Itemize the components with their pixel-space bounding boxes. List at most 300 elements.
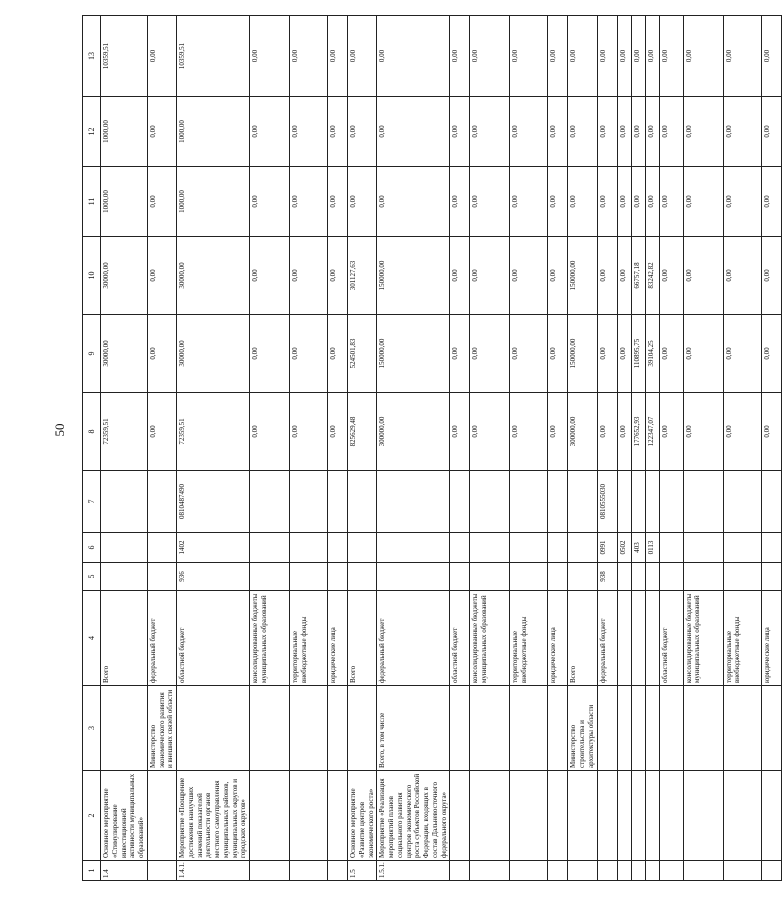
table-cell — [250, 563, 290, 591]
table-cell: Министерство строительства и архитектуры области — [568, 686, 597, 771]
table-cell: 0,00 — [568, 167, 597, 237]
table-cell: 150000,00 — [377, 315, 450, 393]
table-cell — [597, 686, 617, 771]
table-cell: Основное мероприятие «Развитие центров экономического роста» — [348, 771, 377, 861]
table-cell — [470, 686, 510, 771]
table-row — [761, 16, 781, 881]
table-cell: областной бюджет — [177, 591, 250, 686]
table-cell: 0,00 — [548, 97, 568, 167]
table-cell — [617, 771, 631, 861]
table-cell: 0,00 — [147, 237, 176, 315]
table-cell: юридические лица — [328, 591, 348, 686]
table-row — [348, 16, 377, 881]
table-cell: консолидированные бюджеты муниципальных образований — [683, 591, 723, 686]
table-row — [568, 16, 597, 881]
table-cell: 0,00 — [147, 315, 176, 393]
table-cell: 300000,00 — [377, 393, 450, 471]
table-cell: 0,00 — [659, 315, 683, 393]
rotated-page — [82, 16, 771, 881]
table-cell: 0,00 — [631, 16, 645, 97]
table-cell: 0,00 — [761, 315, 781, 393]
table-cell — [631, 471, 645, 533]
table-cell — [290, 563, 328, 591]
table-cell: 0,00 — [597, 97, 617, 167]
table-cell — [450, 533, 470, 563]
table-cell — [568, 861, 597, 881]
table-cell: 0,00 — [631, 167, 645, 237]
table-cell: 1.4 — [101, 861, 148, 881]
table-cell — [348, 686, 377, 771]
table-cell: 0,00 — [470, 16, 510, 97]
table-cell: 72359,51 — [177, 393, 250, 471]
table-cell: 300000,00 — [568, 393, 597, 471]
table-cell: 110895,75 — [631, 315, 645, 393]
table-cell: 301127,63 — [348, 237, 377, 315]
column-header: 7 — [83, 471, 101, 533]
table-cell: 0,00 — [250, 97, 290, 167]
table-cell: 825629,48 — [348, 393, 377, 471]
table-cell — [470, 533, 510, 563]
table-cell — [723, 563, 761, 591]
table-cell: 0,00 — [659, 393, 683, 471]
table-cell — [631, 563, 645, 591]
table-cell — [645, 861, 659, 881]
table-row — [510, 16, 548, 881]
table-cell — [510, 771, 548, 861]
table-row — [377, 16, 450, 881]
table-cell: 0,00 — [328, 237, 348, 315]
table-cell: федеральный бюджет — [597, 591, 617, 686]
table-cell: 0,00 — [597, 315, 617, 393]
table-cell: консолидированные бюджеты муниципальных образований — [250, 591, 290, 686]
table-row — [659, 16, 683, 881]
table-cell — [510, 686, 548, 771]
table-row — [290, 16, 328, 881]
table-cell: 0,00 — [147, 97, 176, 167]
table-cell: 0,00 — [147, 167, 176, 237]
table-cell — [761, 771, 781, 861]
table-cell — [597, 861, 617, 881]
table-cell: 0991 — [597, 533, 617, 563]
table-cell: 0,00 — [723, 315, 761, 393]
table-cell — [568, 471, 597, 533]
table-cell: 0,00 — [548, 16, 568, 97]
table-cell: 30000,00 — [101, 237, 148, 315]
table-cell — [101, 471, 148, 533]
table-cell: территориальные внебюджетные фонды — [723, 591, 761, 686]
table-cell — [328, 686, 348, 771]
table-cell — [250, 686, 290, 771]
table-cell — [548, 686, 568, 771]
table-cell — [377, 563, 450, 591]
budget-table — [82, 15, 782, 881]
table-cell: 0,00 — [659, 16, 683, 97]
table-cell — [761, 471, 781, 533]
table-cell: 0,00 — [548, 167, 568, 237]
table-cell: 0,00 — [597, 237, 617, 315]
table-cell: 0,00 — [510, 237, 548, 315]
table-cell — [548, 861, 568, 881]
table-cell: 0,00 — [617, 237, 631, 315]
table-cell — [250, 533, 290, 563]
table-cell — [723, 533, 761, 563]
table-cell — [548, 471, 568, 533]
table-cell: 0,00 — [597, 393, 617, 471]
table-cell — [723, 771, 761, 861]
table-cell: 0,00 — [723, 167, 761, 237]
table-cell: 0,00 — [510, 97, 548, 167]
table-cell: 177652,93 — [631, 393, 645, 471]
table-cell — [683, 861, 723, 881]
table-cell: 0,00 — [659, 237, 683, 315]
table-cell: 0,00 — [290, 315, 328, 393]
table-cell — [568, 563, 597, 591]
table-cell — [470, 563, 510, 591]
table-cell — [290, 771, 328, 861]
table-cell: юридические лица — [761, 591, 781, 686]
table-cell: 0,00 — [617, 167, 631, 237]
table-cell — [659, 563, 683, 591]
table-cell: 0,00 — [617, 315, 631, 393]
table-cell: 0,00 — [568, 97, 597, 167]
table-cell: 0,00 — [250, 237, 290, 315]
table-cell: 0,00 — [659, 167, 683, 237]
table-cell — [548, 771, 568, 861]
table-cell: 1000,00 — [101, 97, 148, 167]
table-cell — [617, 563, 631, 591]
table-cell — [645, 771, 659, 861]
table-cell: 122347,07 — [645, 393, 659, 471]
table-cell — [659, 686, 683, 771]
table-cell — [683, 563, 723, 591]
table-cell: 72359,51 — [101, 393, 148, 471]
table-cell — [510, 471, 548, 533]
table-cell: 1000,00 — [101, 167, 148, 237]
table-cell: 1.5.1. — [377, 861, 450, 881]
table-cell: Всего — [568, 591, 597, 686]
table-cell: 0,00 — [723, 97, 761, 167]
table-cell: 0,00 — [290, 237, 328, 315]
table-cell: 0,00 — [470, 97, 510, 167]
table-cell: 0,00 — [723, 393, 761, 471]
table-cell: 0,00 — [659, 97, 683, 167]
column-header: 3 — [83, 686, 101, 771]
table-cell: 30000,00 — [101, 315, 148, 393]
table-cell — [290, 686, 328, 771]
page-number: 50 — [52, 423, 67, 437]
table-cell: 0,00 — [597, 167, 617, 237]
table-cell: 0,00 — [250, 393, 290, 471]
table-cell: 0,00 — [568, 16, 597, 97]
table-cell — [470, 861, 510, 881]
table-cell: Всего — [348, 591, 377, 686]
table-row — [101, 16, 148, 881]
table-cell — [177, 686, 250, 771]
column-header: 2 — [83, 771, 101, 861]
table-cell: 0,00 — [377, 16, 450, 97]
table-cell — [290, 533, 328, 563]
table-cell — [470, 471, 510, 533]
table-cell — [659, 861, 683, 881]
table-cell: 0,00 — [348, 16, 377, 97]
table-cell: 0,00 — [510, 315, 548, 393]
table-cell: 66757,18 — [631, 237, 645, 315]
column-header: 6 — [83, 533, 101, 563]
table-cell — [450, 471, 470, 533]
table-cell: 0,00 — [723, 237, 761, 315]
table-cell — [290, 861, 328, 881]
table-cell: 0,00 — [377, 97, 450, 167]
table-row — [548, 16, 568, 881]
table-cell: 0,00 — [645, 167, 659, 237]
table-cell — [377, 471, 450, 533]
table-cell — [597, 771, 617, 861]
table-cell: 0,00 — [683, 167, 723, 237]
table-cell: 0,00 — [470, 315, 510, 393]
table-cell: 0,00 — [597, 16, 617, 97]
table-cell: 0,00 — [290, 167, 328, 237]
table-cell: 83242,82 — [645, 237, 659, 315]
table-cell — [645, 591, 659, 686]
table-cell — [250, 471, 290, 533]
table-cell: 0,00 — [617, 16, 631, 97]
table-cell: 0,00 — [645, 16, 659, 97]
table-cell: 0,00 — [761, 237, 781, 315]
table-cell: 403 — [631, 533, 645, 563]
table-cell: Всего — [101, 591, 148, 686]
table-cell: 30000,00 — [177, 237, 250, 315]
table-cell — [683, 771, 723, 861]
table-cell — [659, 771, 683, 861]
table-row — [631, 16, 645, 881]
table-cell: 0,00 — [290, 16, 328, 97]
table-cell: областной бюджет — [659, 591, 683, 686]
table-cell: 0,00 — [450, 237, 470, 315]
table-cell — [328, 471, 348, 533]
table-cell — [147, 771, 176, 861]
table-cell: консолидированные бюджеты муниципальных образований — [470, 591, 510, 686]
table-cell: 0,00 — [548, 315, 568, 393]
table-cell: 0,00 — [147, 16, 176, 97]
column-header: 13 — [83, 16, 101, 97]
table-cell — [147, 563, 176, 591]
table-cell: 39104,25 — [645, 315, 659, 393]
table-cell — [617, 686, 631, 771]
table-cell: 30000,00 — [177, 315, 250, 393]
table-row — [450, 16, 470, 881]
table-cell — [101, 686, 148, 771]
table-row — [617, 16, 631, 881]
table-cell — [328, 563, 348, 591]
table-cell — [683, 686, 723, 771]
table-cell — [631, 686, 645, 771]
table-cell: 0,00 — [470, 393, 510, 471]
table-cell: 0,00 — [470, 167, 510, 237]
table-cell — [147, 861, 176, 881]
table-cell: 0,00 — [761, 16, 781, 97]
table-cell: 0,00 — [683, 16, 723, 97]
table-cell: 0,00 — [450, 167, 470, 237]
table-cell: 0,00 — [377, 167, 450, 237]
table-cell: федеральный бюджет — [147, 591, 176, 686]
table-cell — [101, 533, 148, 563]
table-cell — [645, 471, 659, 533]
table-cell: 0,00 — [617, 97, 631, 167]
table-cell — [631, 861, 645, 881]
table-cell: 0,00 — [328, 315, 348, 393]
table-cell — [761, 563, 781, 591]
table-row — [328, 16, 348, 881]
table-cell: федеральный бюджет — [377, 591, 450, 686]
table-cell: Всего, в том числе — [377, 686, 450, 771]
table-cell: 0,00 — [147, 393, 176, 471]
table-cell — [683, 533, 723, 563]
table-cell: юридические лица — [548, 591, 568, 686]
table-cell — [617, 471, 631, 533]
table-cell: Мероприятие «Поощрение достижения наилучших значений показателей деятельности органов местного самоуправления муниципальных районов, муниципальных округов и городских округов» — [177, 771, 250, 861]
table-cell — [147, 533, 176, 563]
table-cell — [348, 563, 377, 591]
column-header: 8 — [83, 393, 101, 471]
table-cell: 0,00 — [510, 393, 548, 471]
table-cell — [510, 533, 548, 563]
table-cell — [250, 771, 290, 861]
table-cell: 0,00 — [761, 393, 781, 471]
table-cell — [450, 563, 470, 591]
table-cell — [450, 771, 470, 861]
table-cell — [761, 533, 781, 563]
table-cell — [723, 861, 761, 881]
column-header: 11 — [83, 167, 101, 237]
table-cell — [377, 533, 450, 563]
column-header: 1 — [83, 861, 101, 881]
table-cell: 0,00 — [290, 97, 328, 167]
table-cell: 0,00 — [683, 237, 723, 315]
table-cell — [548, 533, 568, 563]
table-cell — [761, 861, 781, 881]
table-cell: Основное мероприятие «Стимулирование инвестиционной активности муниципальных образований» — [101, 771, 148, 861]
table-cell: Министерство экономического развития и внешних связей области — [147, 686, 176, 771]
table-cell: 0,00 — [631, 97, 645, 167]
table-cell: 524501,83 — [348, 315, 377, 393]
table-cell: 1.5 — [348, 861, 377, 881]
table-cell: 0,00 — [348, 97, 377, 167]
table-cell: 0,00 — [250, 315, 290, 393]
table-cell — [328, 533, 348, 563]
table-row — [177, 16, 250, 881]
table-cell: территориальные внебюджетные фонды — [510, 591, 548, 686]
table-cell: 150000,00 — [377, 237, 450, 315]
table-cell — [723, 686, 761, 771]
table-cell — [510, 563, 548, 591]
table-cell: 0,00 — [683, 315, 723, 393]
table-cell: 1000,00 — [177, 97, 250, 167]
table-cell: 936 — [177, 563, 250, 591]
table-cell: Мероприятие «Реализация мероприятий планов социального развития центров экономического роста субъектов Российской Федерации, входящих в состав Дальневосточного федерального округа» — [377, 771, 450, 861]
table-cell — [568, 771, 597, 861]
table-row — [683, 16, 723, 881]
column-header: 5 — [83, 563, 101, 591]
table-cell — [645, 563, 659, 591]
table-row — [645, 16, 659, 881]
table-cell: 0,00 — [617, 393, 631, 471]
table-cell: областной бюджет — [450, 591, 470, 686]
table-cell: 0,00 — [348, 167, 377, 237]
table-cell: 0,00 — [450, 393, 470, 471]
table-cell: 0,00 — [328, 167, 348, 237]
table-cell — [659, 533, 683, 563]
table-cell: 0113 — [645, 533, 659, 563]
table-cell: 150000,00 — [568, 315, 597, 393]
table-cell: 0,00 — [645, 97, 659, 167]
table-cell: 1402 — [177, 533, 250, 563]
table-cell — [723, 471, 761, 533]
table-cell — [631, 771, 645, 861]
table-cell: 0,00 — [548, 237, 568, 315]
table-cell — [328, 861, 348, 881]
table-cell: 0,00 — [761, 167, 781, 237]
table-cell: территориальные внебюджетные фонды — [290, 591, 328, 686]
table-cell — [250, 861, 290, 881]
table-cell — [328, 771, 348, 861]
table-cell — [761, 686, 781, 771]
table-cell: 0,00 — [470, 237, 510, 315]
table-cell — [568, 533, 597, 563]
header-row — [83, 16, 101, 881]
table-cell: 0810487490 — [177, 471, 250, 533]
table-cell — [450, 686, 470, 771]
table-cell — [510, 861, 548, 881]
table-cell — [548, 563, 568, 591]
table-cell — [470, 771, 510, 861]
table-cell: 0,00 — [290, 393, 328, 471]
table-cell — [617, 591, 631, 686]
column-header: 4 — [83, 591, 101, 686]
table-cell — [617, 861, 631, 881]
table-row — [470, 16, 510, 881]
column-header: 12 — [83, 97, 101, 167]
table-cell: 0,00 — [450, 97, 470, 167]
table-cell: 0,00 — [683, 393, 723, 471]
table-cell: 0,00 — [683, 97, 723, 167]
table-cell: 1.4.1. — [177, 861, 250, 881]
table-cell — [348, 533, 377, 563]
table-cell: 0,00 — [450, 315, 470, 393]
table-body — [101, 16, 782, 881]
table-cell: 150000,00 — [568, 237, 597, 315]
table-cell: 10359,51 — [101, 16, 148, 97]
table-row — [723, 16, 761, 881]
table-cell: 0810555030 — [597, 471, 617, 533]
table-cell: 0,00 — [761, 97, 781, 167]
table-cell — [645, 686, 659, 771]
table-cell: 0502 — [617, 533, 631, 563]
table-cell: 0,00 — [723, 16, 761, 97]
column-header: 9 — [83, 315, 101, 393]
table-cell: 0,00 — [250, 167, 290, 237]
column-header: 10 — [83, 237, 101, 315]
table-cell — [659, 471, 683, 533]
table-cell — [348, 471, 377, 533]
table-cell: 0,00 — [510, 16, 548, 97]
table-cell: 1000,00 — [177, 167, 250, 237]
table-cell: 0,00 — [548, 393, 568, 471]
table-cell: 0,00 — [250, 16, 290, 97]
table-cell: 10359,51 — [177, 16, 250, 97]
table-cell: 0,00 — [328, 97, 348, 167]
table-row — [147, 16, 176, 881]
table-cell — [683, 471, 723, 533]
